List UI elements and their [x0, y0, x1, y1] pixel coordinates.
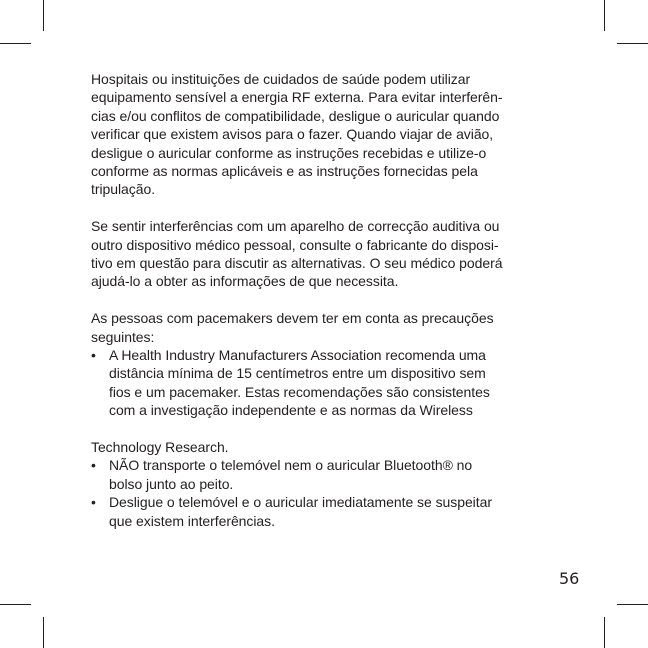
list-item-distance	[91, 346, 571, 420]
text-line: distância mínima de 15 centímetros entre um dispositivo sem	[109, 365, 486, 382]
crop-mark-bottom-left-horizontal	[0, 604, 31, 605]
text-line: que existem interferências.	[109, 512, 275, 529]
paragraph-spacer	[91, 291, 571, 309]
page-body	[91, 70, 571, 530]
bullet-icon: •	[91, 494, 96, 511]
crop-mark-bottom-right-horizontal	[617, 604, 648, 605]
text-line: A Health Industry Manufacturers Association recomenda uma	[109, 347, 486, 364]
text-line: fios e um pacemaker. Estas recomendações são consistentes	[109, 383, 490, 400]
text-line: com a investigação independente e as normas da Wireless	[109, 402, 473, 419]
bullet-icon: •	[91, 347, 96, 364]
text-line: Desligue o telemóvel e o auricular imediatamente se suspeitar	[109, 494, 492, 511]
text-line: verificar que existem avisos para o fazer. Quando viajar de avião,	[91, 126, 494, 143]
text-line: bolso junto ao peito.	[109, 475, 234, 492]
crop-mark-top-right-vertical	[604, 0, 605, 31]
paragraph-technology-research	[91, 438, 571, 456]
text-line: ajudá-lo a obter as informações de que necessita.	[91, 273, 399, 290]
text-line: NÃO transporte o telemóvel nem o auricular Bluetooth® no	[109, 457, 473, 474]
crop-mark-top-left-horizontal	[0, 43, 31, 44]
text-line: Hospitais ou instituições de cuidados de saúde podem utilizar	[91, 71, 471, 87]
list-item-no-chest-pocket	[91, 456, 571, 493]
crop-mark-top-right-horizontal	[617, 43, 648, 44]
text-line: Technology Research.	[91, 439, 229, 456]
crop-mark-top-left-vertical	[43, 0, 44, 31]
crop-mark-bottom-left-vertical	[43, 617, 44, 648]
bullet-icon: •	[91, 457, 96, 474]
text-line: cias e/ou conflitos de compatibilidade, desligue o auricular quando	[91, 107, 500, 124]
crop-mark-bottom-right-vertical	[604, 617, 605, 648]
list-item-switch-off	[91, 493, 571, 530]
text-line: Se sentir interferências com um aparelho de correcção auditiva ou	[91, 218, 500, 235]
text-line: tripulação.	[91, 181, 156, 198]
page-number: 56	[559, 569, 580, 588]
paragraph-spacer	[91, 199, 571, 217]
text-line: conforme as normas aplicáveis e as instruções fornecidas pela	[91, 163, 478, 180]
paragraph-spacer	[91, 420, 571, 438]
text-line: As pessoas com pacemakers devem ter em conta as precauções	[91, 310, 494, 327]
text-line: outro dispositivo médico pessoal, consulte o fabricante do disposi-	[91, 236, 499, 253]
paragraph-hearing-aid	[91, 217, 571, 291]
text-line: tivo em questão para discutir as alternativas. O seu médico poderá	[91, 255, 503, 272]
text-line: equipamento sensível a energia RF externa. Para evitar interferên-	[91, 89, 503, 106]
paragraph-pacemakers-intro	[91, 309, 571, 346]
paragraph-hospitals	[91, 70, 571, 199]
text-line: seguintes:	[91, 328, 155, 345]
text-line: desligue o auricular conforme as instruções recebidas e utilize-o	[91, 144, 487, 161]
